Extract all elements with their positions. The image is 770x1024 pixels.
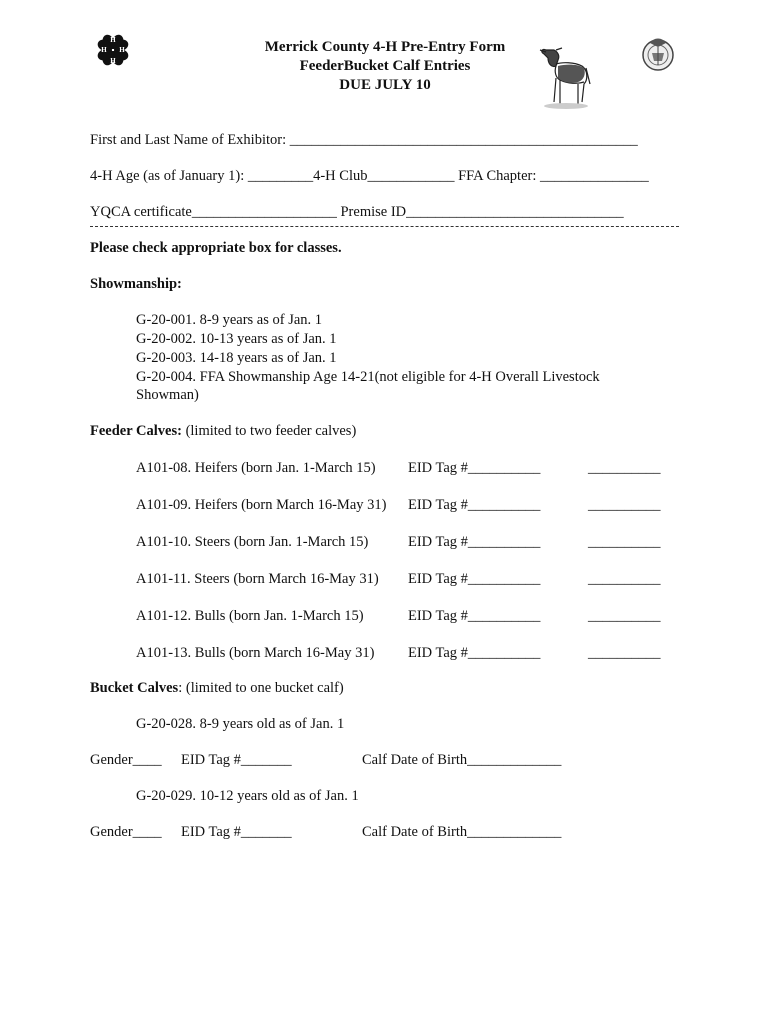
second-tag-field[interactable]: __________ bbox=[588, 534, 661, 550]
showmanship-option: G-20-003. 14-18 years as of Jan. 1 bbox=[136, 350, 337, 366]
eid-tag-field[interactable]: EID Tag #__________ bbox=[408, 571, 541, 587]
feeder-class-option: A101-09. Heifers (born March 16-May 31) bbox=[136, 497, 387, 513]
second-tag-field[interactable]: __________ bbox=[588, 460, 661, 476]
eid-tag-field[interactable]: EID Tag #__________ bbox=[408, 645, 541, 661]
gender-field[interactable]: Gender____ bbox=[90, 824, 162, 840]
second-tag-field[interactable]: __________ bbox=[588, 571, 661, 587]
calf-dob-field[interactable]: Calf Date of Birth_____________ bbox=[362, 752, 562, 768]
showmanship-option-continued: Showman) bbox=[136, 387, 199, 403]
svg-text:H: H bbox=[119, 46, 125, 54]
eid-tag-field[interactable]: EID Tag #__________ bbox=[408, 608, 541, 624]
section-divider bbox=[90, 226, 679, 227]
exhibitor-name-field[interactable]: First and Last Name of Exhibitor: ________________________________________________ bbox=[90, 132, 638, 148]
second-tag-field[interactable]: __________ bbox=[588, 645, 661, 661]
due-date: DUE JULY 10 bbox=[339, 77, 431, 93]
gender-field[interactable]: Gender____ bbox=[90, 752, 162, 768]
age-club-chapter-field[interactable]: 4-H Age (as of January 1): _________4-H Club____________ FFA Chapter: _______________ bbox=[90, 168, 649, 184]
yqca-premise-field[interactable]: YQCA certificate____________________ Premise ID______________________________ bbox=[90, 204, 624, 220]
feeder-class-option: A101-10. Steers (born Jan. 1-March 15) bbox=[136, 534, 369, 550]
feeder-calves-heading bbox=[90, 422, 356, 440]
svg-text:H: H bbox=[110, 36, 116, 44]
bucket-class-option: G-20-028. 8-9 years old as of Jan. 1 bbox=[136, 716, 345, 732]
showmanship-option: G-20-002. 10-13 years as of Jan. 1 bbox=[136, 331, 337, 347]
feeder-class-option: A101-13. Bulls (born March 16-May 31) bbox=[136, 645, 375, 661]
form-subtitle: FeederBucket Calf Entries bbox=[299, 58, 471, 74]
form-title: Merrick County 4-H Pre-Entry Form bbox=[264, 39, 506, 55]
bucket-heading-note: : (limited to one bucket calf) bbox=[178, 680, 344, 696]
feeder-class-option: A101-11. Steers (born March 16-May 31) bbox=[136, 571, 379, 587]
feeder-class-option: A101-12. Bulls (born Jan. 1-March 15) bbox=[136, 608, 364, 624]
feeder-heading-note: (limited to two feeder calves) bbox=[181, 423, 357, 439]
bucket-calves-heading bbox=[90, 679, 344, 697]
calf-dob-field[interactable]: Calf Date of Birth_____________ bbox=[362, 824, 562, 840]
feeder-heading-label: Feeder Calves: bbox=[90, 423, 182, 439]
eid-tag-field[interactable]: EID Tag #_______ bbox=[181, 824, 292, 840]
bucket-class-option: G-20-029. 10-12 years old as of Jan. 1 bbox=[136, 788, 359, 804]
eid-tag-field[interactable]: EID Tag #__________ bbox=[408, 534, 541, 550]
svg-text:H: H bbox=[101, 46, 107, 54]
showmanship-heading: Showmanship: bbox=[90, 276, 182, 292]
bucket-heading-label: Bucket Calves bbox=[90, 680, 179, 696]
instructions: Please check appropriate box for classes. bbox=[90, 240, 342, 256]
eid-tag-field[interactable]: EID Tag #__________ bbox=[408, 497, 541, 513]
second-tag-field[interactable]: __________ bbox=[588, 497, 661, 513]
eid-tag-field[interactable]: EID Tag #_______ bbox=[181, 752, 292, 768]
eid-tag-field[interactable]: EID Tag #__________ bbox=[408, 460, 541, 476]
feeder-class-option: A101-08. Heifers (born Jan. 1-March 15) bbox=[136, 460, 376, 476]
showmanship-option: G-20-004. FFA Showmanship Age 14-21(not eligible for 4-H Overall Livestock bbox=[136, 369, 600, 385]
second-tag-field[interactable]: __________ bbox=[588, 608, 661, 624]
showmanship-option: G-20-001. 8-9 years as of Jan. 1 bbox=[136, 312, 323, 328]
svg-text:H: H bbox=[110, 57, 116, 65]
